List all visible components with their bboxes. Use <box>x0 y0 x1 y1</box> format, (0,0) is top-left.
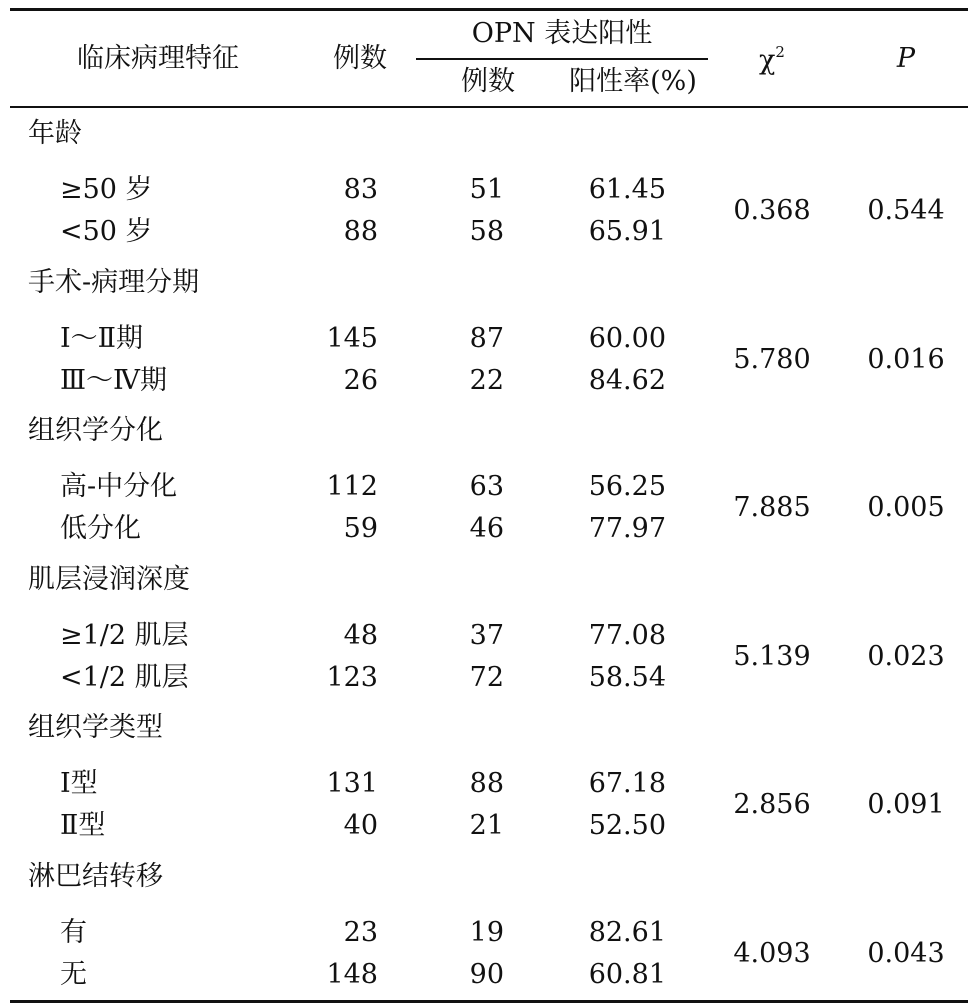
group-heading: 手术-病理分期 <box>28 266 200 298</box>
row-label: <1/2 肌层 <box>60 661 189 693</box>
row-cases: 112 <box>326 471 378 502</box>
group-p-value: 0.023 <box>867 640 945 672</box>
row-cases: 123 <box>326 661 378 693</box>
row-label: 高-中分化 <box>60 471 178 502</box>
row-cases: 26 <box>343 364 378 396</box>
header-rule <box>10 106 968 108</box>
row-positive-cases: 22 <box>469 364 504 396</box>
row-positive-cases: 51 <box>469 174 504 205</box>
row-cases: 48 <box>343 619 378 651</box>
row-positive-rate: 77.08 <box>588 619 666 651</box>
row-cases: 148 <box>326 958 378 990</box>
group-chi-square: 5.139 <box>733 640 811 672</box>
row-positive-cases: 58 <box>469 216 504 247</box>
top-rule <box>10 8 968 11</box>
row-positive-rate: 65.91 <box>588 216 666 247</box>
row-positive-rate: 77.97 <box>588 513 666 544</box>
row-label: Ⅰ～Ⅱ期 <box>60 322 144 354</box>
row-cases: 59 <box>343 513 378 544</box>
chi-superscript: 2 <box>775 43 785 61</box>
row-positive-cases: 72 <box>469 661 504 693</box>
group-chi-square: 0.368 <box>733 195 811 226</box>
header-chi-square <box>716 45 828 74</box>
group-p-value: 0.005 <box>867 492 945 523</box>
row-positive-cases: 88 <box>469 768 504 799</box>
row-cases: 88 <box>343 216 378 247</box>
group-p-value: 0.043 <box>867 937 945 969</box>
row-label: Ⅰ型 <box>60 768 98 799</box>
row-positive-cases: 63 <box>469 471 504 502</box>
group-heading: 年龄 <box>28 118 82 149</box>
row-label: 低分化 <box>60 513 141 544</box>
group-heading: 淋巴结转移 <box>28 860 163 892</box>
row-positive-rate: 60.00 <box>588 322 666 354</box>
group-heading: 肌层浸润深度 <box>28 563 190 595</box>
row-cases: 40 <box>343 810 378 841</box>
row-positive-rate: 52.50 <box>588 810 666 841</box>
row-positive-rate: 82.61 <box>588 916 666 948</box>
row-positive-cases: 37 <box>469 619 504 651</box>
header-feature: 临床病理特征 <box>77 43 239 74</box>
row-label: <50 岁 <box>60 216 153 247</box>
group-chi-square: 2.856 <box>733 789 811 820</box>
group-p-value: 0.091 <box>867 789 945 820</box>
group-chi-square: 5.780 <box>733 343 811 375</box>
row-positive-cases: 87 <box>469 322 504 354</box>
group-p-value: 0.016 <box>867 343 945 375</box>
row-label: Ⅱ型 <box>60 810 106 841</box>
header-opn-positive: OPN 表达阳性 <box>471 18 653 49</box>
row-positive-rate: 67.18 <box>588 768 666 799</box>
group-chi-square: 4.093 <box>733 937 811 969</box>
row-positive-rate: 61.45 <box>588 174 666 205</box>
row-label: 有 <box>60 916 87 948</box>
row-positive-cases: 19 <box>469 916 504 948</box>
row-cases: 145 <box>326 322 378 354</box>
row-label: ≥1/2 肌层 <box>60 619 189 651</box>
header-positive-rate: 阳性率(%) <box>569 66 697 97</box>
row-label: Ⅲ～Ⅳ期 <box>60 364 168 396</box>
row-positive-cases: 46 <box>469 513 504 544</box>
row-positive-rate: 56.25 <box>588 471 666 502</box>
group-heading: 组织学类型 <box>28 712 163 743</box>
row-cases: 83 <box>343 174 378 205</box>
chi-symbol: χ <box>759 45 776 76</box>
group-p-value: 0.544 <box>867 195 945 226</box>
header-positive-cases: 例数 <box>461 66 515 97</box>
row-positive-rate: 84.62 <box>588 364 666 396</box>
row-cases: 131 <box>326 768 378 799</box>
row-label: ≥50 岁 <box>60 174 153 205</box>
row-positive-cases: 21 <box>469 810 504 841</box>
row-positive-rate: 60.81 <box>588 958 666 990</box>
header-cases: 例数 <box>333 43 387 74</box>
header-p-value: P <box>896 43 916 74</box>
bottom-rule <box>10 1000 968 1003</box>
row-label: 无 <box>60 958 87 990</box>
group-heading: 组织学分化 <box>28 415 163 446</box>
row-positive-cases: 90 <box>469 958 504 990</box>
row-cases: 23 <box>343 916 378 948</box>
row-positive-rate: 58.54 <box>588 661 666 693</box>
opn-subheader-rule <box>416 58 708 60</box>
group-chi-square: 7.885 <box>733 492 811 523</box>
